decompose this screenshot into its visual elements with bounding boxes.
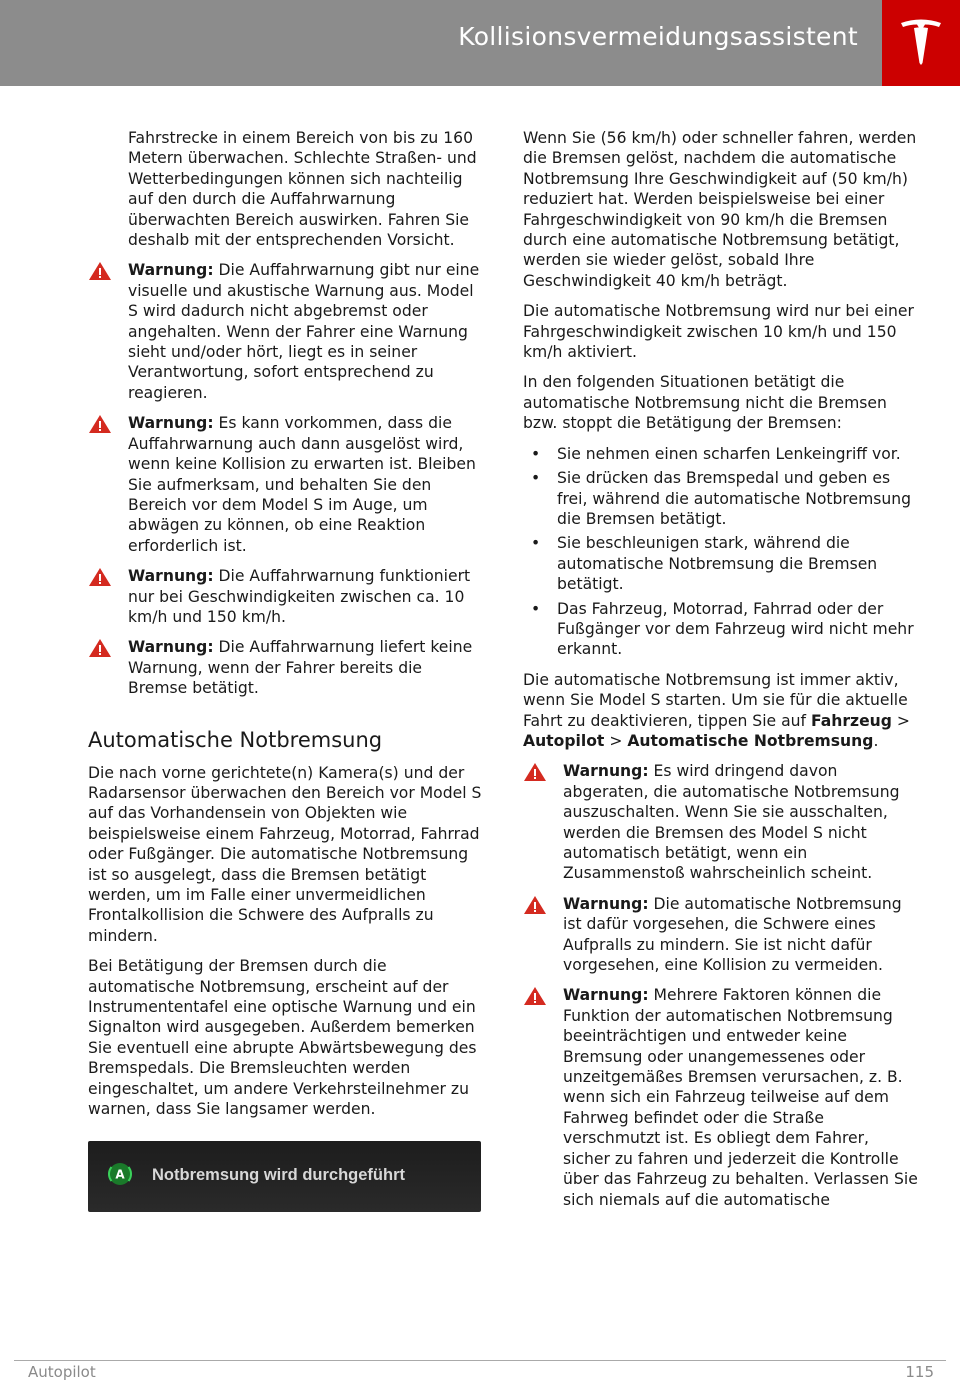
emergency-brake-badge-icon xyxy=(107,1161,133,1187)
section-heading: Automatische Notbremsung xyxy=(88,727,383,752)
tesla-logo-icon xyxy=(899,17,943,67)
warning-text: Die Auffahrwarnung liefert keine Warnung, wenn der Fahrer bereits die Bremse betätigt. xyxy=(128,638,473,698)
warning-label: Warnung: xyxy=(563,894,649,913)
warning-block xyxy=(523,761,918,883)
warning-label: Warnung: xyxy=(128,638,214,657)
warning-label: Warnung: xyxy=(128,414,214,433)
body-paragraph: Wenn Sie (56 km/h) oder schneller fahren, werden die Bremsen gelöst, nachdem die automatische Notbremsung Ihre Geschwindigkeit auf (50 km/h) reduziert hat. Werden beispielsweise bei einer Fahrgeschwindigkeit von 90 km/h die Bremsen durch eine automatische Notbremsung betätigt, werden sie wieder gelöst, sobald Ihre Geschwindigkeit 40 km/h beträgt. xyxy=(523,129,917,290)
warning-label: Warnung: xyxy=(128,567,214,586)
warning-triangle-icon xyxy=(523,986,547,1006)
warning-text: Die automatische Notbremsung ist dafür vorgesehen, die Schwere eines Aufpralls zu mindern. Sie ist nicht dafür vorgesehen, eine Kollision zu vermeiden. xyxy=(563,894,902,975)
warning-block xyxy=(88,413,482,556)
page-title: Kollisionsvermeidungsassistent xyxy=(458,22,858,51)
body-paragraph: In den folgenden Situationen betätigt die automatische Notbremsung nicht die Bremsen bzw. stoppt die Betätigung der Bremsen: xyxy=(523,373,887,433)
page-number: 115 xyxy=(905,1363,934,1381)
warning-triangle-icon xyxy=(523,762,547,782)
list-item: • Sie beschleunigen stark, während die automatische Notbremsung die Bremsen betätigt. xyxy=(531,534,878,594)
warning-triangle-icon xyxy=(88,261,112,281)
warning-triangle-icon xyxy=(88,414,112,434)
svg-text:A: A xyxy=(115,1167,125,1182)
warning-text: Die Auffahrwarnung funktioniert nur bei Geschwindigkeiten zwischen ca. 10 km/h und 150 km/h. xyxy=(128,567,471,626)
list-item: • Das Fahrzeug, Motorrad, Fahrrad oder der Fußgänger vor dem Fahrzeug wird nicht mehr erkannt. xyxy=(531,599,914,659)
activation-paragraph: Die automatische Notbremsung ist immer aktiv, wenn Sie Model S starten. Um sie für die aktuelle Fahrt zu deaktivieren, tippen Sie auf Fahrzeug > Autopilot > Automatische Notbremsung. xyxy=(523,670,910,750)
warning-block xyxy=(523,894,918,976)
bullet-glyph: • xyxy=(531,534,541,553)
warning-block xyxy=(88,637,482,698)
menu-path-aeb: Automatische Notbremsung xyxy=(627,731,874,750)
instrument-panel-message: Notbremsung wird durchgeführt xyxy=(152,1166,405,1185)
warning-label: Warnung: xyxy=(563,762,649,781)
warning-text: Es kann vorkommen, dass die Auffahrwarnung auch dann ausgelöst wird, wenn keine Kollision zu erwarten ist. Bleiben Sie aufmerksam, und behalten Sie den Bereich vor dem Model S im Auge, um abwägen zu können, ob eine Reaktion erforderlich ist. xyxy=(128,414,476,555)
bullet-glyph: • xyxy=(531,469,541,488)
menu-path-autopilot: Autopilot xyxy=(523,731,605,750)
conditions-list xyxy=(523,444,918,660)
warning-block xyxy=(523,985,918,1209)
bullet-glyph: • xyxy=(531,444,541,463)
warning-text: Es wird dringend davon abgeraten, die automatische Notbremsung auszuschalten. Wenn Sie sie ausschalten, werden die Bremsen des Model S nicht automatisch betätigt, wenn ein Zusammenstoß wahrscheinlich scheint. xyxy=(563,762,900,883)
warning-triangle-icon xyxy=(88,638,112,658)
warning-triangle-icon xyxy=(523,895,547,915)
intro-paragraph: Fahrstrecke in einem Bereich von bis zu 160 Metern überwachen. Schlechte Straßen- und Wetterbedingungen können sich nachteilig auf den durch die Auffahrwarnung überwachten Bereich auswirken. Fahren Sie deshalb mit der entsprechenden Vorsicht. xyxy=(128,129,477,250)
bullet-glyph: • xyxy=(531,599,541,618)
list-item: • Sie nehmen einen scharfen Lenkeingriff vor. xyxy=(531,444,901,463)
list-item: • Sie drücken das Bremspedal und geben es frei, während die automatische Notbremsung die Bremsen betätigt. xyxy=(531,469,912,528)
warning-block xyxy=(88,260,482,403)
footer-divider xyxy=(14,1360,946,1361)
warning-text: Mehrere Faktoren können die Funktion der automatischen Notbremsung beeinträchtigen und entweder keine Bremsung oder unangemessenes oder unzeitgemäßes Bremsen verursachen, z. B. wenn sich ein Fahrzeug teilweise auf dem Fahrweg befindet oder die Straße verschmutzt ist. Es obliegt dem Fahrer, sicher zu fahren und jederzeit die Kontrolle über das Fahrzeug zu behalten. Verlassen Sie sich niemals auf die automatische xyxy=(563,986,918,1209)
instrument-panel-image xyxy=(88,1141,481,1212)
warning-triangle-icon xyxy=(88,567,112,587)
right-column xyxy=(523,128,918,1220)
warning-label: Warnung: xyxy=(128,261,214,280)
body-paragraph: Die automatische Notbremsung wird nur bei einer Fahrgeschwindigkeit zwischen 10 km/h und 150 km/h aktiviert. xyxy=(523,302,914,362)
footer-section-name: Autopilot xyxy=(28,1363,96,1381)
warning-block xyxy=(88,566,482,627)
warning-text: Die Auffahrwarnung gibt nur eine visuelle und akustische Warnung aus. Model S wird dadurch nicht abgebremst oder angehalten. Wenn der Fahrer eine Warnung sieht und/oder hört, liegt es in seiner Verantwortung, sofort entsprechend zu reagieren. xyxy=(128,261,480,402)
left-column xyxy=(88,128,482,1212)
warning-label: Warnung: xyxy=(563,986,649,1005)
page-header xyxy=(0,0,960,86)
body-paragraph: Bei Betätigung der Bremsen durch die automatische Notbremsung, erscheint auf der Instrumententafel eine optische Warnung und ein Signalton wird ausgegeben. Außerdem bemerken Sie eventuell eine abrupte Abwärtsbewegung des Bremspedals. Die Bremsleuchten werden eingeschaltet, um andere Verkehrsteilnehmer zu warnen, dass Sie langsamer werden. xyxy=(88,957,477,1119)
body-paragraph: Die nach vorne gerichtete(n) Kamera(s) und der Radarsensor überwachen den Bereich vor Model S auf das Vorhandensein von Objekten wie beispielsweise einem Fahrzeug, Motorrad, Fahrrad oder Fußgänger. Die automatische Notbremsung ist so ausgelegt, dass die Bremsen betätigt werden, um im Falle einer unvermeidlichen Frontalkollision die Schwere des Aufpralls zu mindern. xyxy=(88,763,482,945)
tesla-logo xyxy=(882,0,960,86)
menu-path-vehicle: Fahrzeug xyxy=(810,711,892,730)
